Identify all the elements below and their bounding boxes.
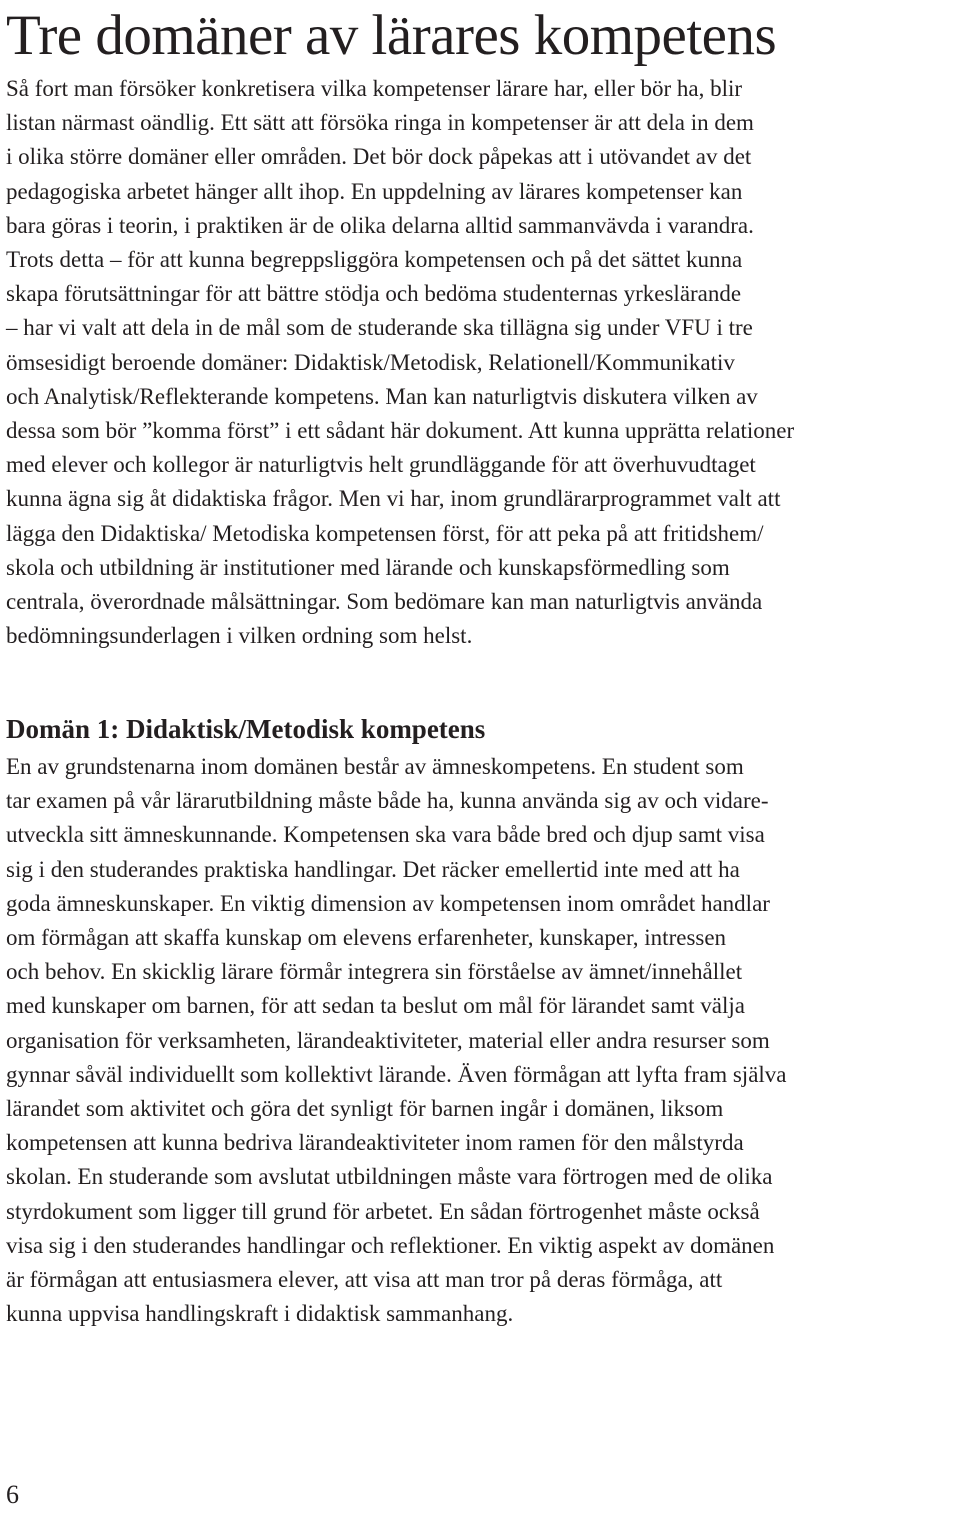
text-line: i olika större domäner eller områden. Det bör dock påpekas att i utövandet av det — [6, 144, 752, 170]
text-line: och behov. En skicklig lärare förmår integrera sin förståelse av ämnet/innehållet — [6, 959, 743, 985]
text-line: kompetensen att kunna bedriva lärandeaktiviteter inom ramen för den målstyrda — [6, 1130, 744, 1156]
text-line: – har vi valt att dela in de mål som de studerande ska tillägna sig under VFU i tre — [6, 315, 753, 341]
domain-paragraph — [6, 750, 954, 1331]
text-line: skolan. En studerande som avslutat utbildningen måste vara förtrogen med de olika — [6, 1164, 773, 1190]
page-number: 6 — [6, 1480, 19, 1509]
text-line: dessa som bör ”komma först” i ett sådant här dokument. Att kunna upprätta relationer — [6, 418, 795, 444]
text-line: sig i den studerandes praktiska handlingar. Det räcker emellertid inte med att ha — [6, 856, 740, 882]
text-line: centrala, överordnade målsättningar. Som bedömare kan man naturligtvis använda — [6, 589, 763, 615]
text-line: lägga den Didaktiska/ Metodiska kompetensen först, för att peka på att fritidshem/ — [6, 520, 764, 546]
text-line: visa sig i den studerandes handlingar och reflektioner. En viktig aspekt av domänen — [6, 1232, 775, 1258]
text-line: ömsesidigt beroende domäner: Didaktisk/Metodisk, Relationell/Kommunikativ — [6, 349, 735, 375]
domain-heading: Domän 1: Didaktisk/Metodisk kompetens — [6, 714, 486, 744]
text-line: Trots detta – för att kunna begreppsliggöra kompetensen och på det sättet kunna — [6, 247, 743, 273]
text-line: organisation för verksamheten, lärandeaktiviteter, material eller andra resurser som — [6, 1027, 770, 1053]
text-line: om förmågan att skaffa kunskap om elevens erfarenheter, kunskaper, intressen — [6, 925, 727, 951]
text-line: tar examen på vår lärarutbildning måste både ha, kunna använda sig av och vidare- — [6, 788, 769, 814]
text-line: En av grundstenarna inom domänen består av ämneskompetens. En student som — [6, 754, 744, 779]
text-line: skapa förutsättningar för att bättre stödja och bedöma studenternas yrkeslärande — [6, 281, 742, 307]
text-line: med kunskaper om barnen, för att sedan ta beslut om mål för lärandet samt välja — [6, 993, 745, 1019]
text-line: pedagogiska arbetet hänger allt ihop. En uppdelning av lärares kompetenser kan — [6, 178, 743, 204]
text-line: goda ämneskunskaper. En viktig dimension av kompetensen inom området handlar — [6, 890, 770, 916]
text-line: och Analytisk/Reflekterande kompetens. Man kan naturligtvis diskutera vilken av — [6, 383, 758, 409]
text-line: styrdokument som ligger till grund för arbetet. En sådan förtrogenhet måste också — [6, 1198, 760, 1224]
page-title: Tre domäner av lärares kompetens — [6, 4, 777, 67]
text-line: skola och utbildning är institutioner med lärande och kunskapsförmedling som — [6, 554, 730, 580]
text-line: utveckla sitt ämneskunnande. Kompetensen ska vara både bred och djup samt visa — [6, 822, 765, 848]
text-line: kunna ägna sig åt didaktiska frågor. Men vi har, inom grundlärarprogrammet valt att — [6, 486, 781, 512]
text-line: gynnar såväl individuellt som kollektivt lärande. Även förmågan att lyfta fram själva — [6, 1061, 787, 1087]
text-line: lärandet som aktivitet och göra det synligt för barnen ingår i domänen, liksom — [6, 1096, 724, 1122]
text-line: bedömningsunderlagen i vilken ordning som helst. — [6, 623, 473, 649]
text-line: med elever och kollegor är naturligtvis helt grundläggande för att överhuvudtaget — [6, 452, 756, 478]
intro-paragraph — [6, 72, 954, 653]
text-line: är förmågan att entusiasmera elever, att visa att man tror på deras förmåga, att — [6, 1267, 723, 1293]
text-line: Så fort man försöker konkretisera vilka kompetenser lärare har, eller bör ha, blir — [6, 76, 743, 101]
text-line: kunna uppvisa handlingskraft i didaktisk sammanhang. — [6, 1301, 514, 1327]
text-line: listan närmast oändlig. Ett sätt att försöka ringa in kompetenser är att dela in dem — [6, 110, 754, 136]
text-line: bara göras i teorin, i praktiken är de olika delarna alltid sammanvävda i varandra. — [6, 212, 754, 238]
